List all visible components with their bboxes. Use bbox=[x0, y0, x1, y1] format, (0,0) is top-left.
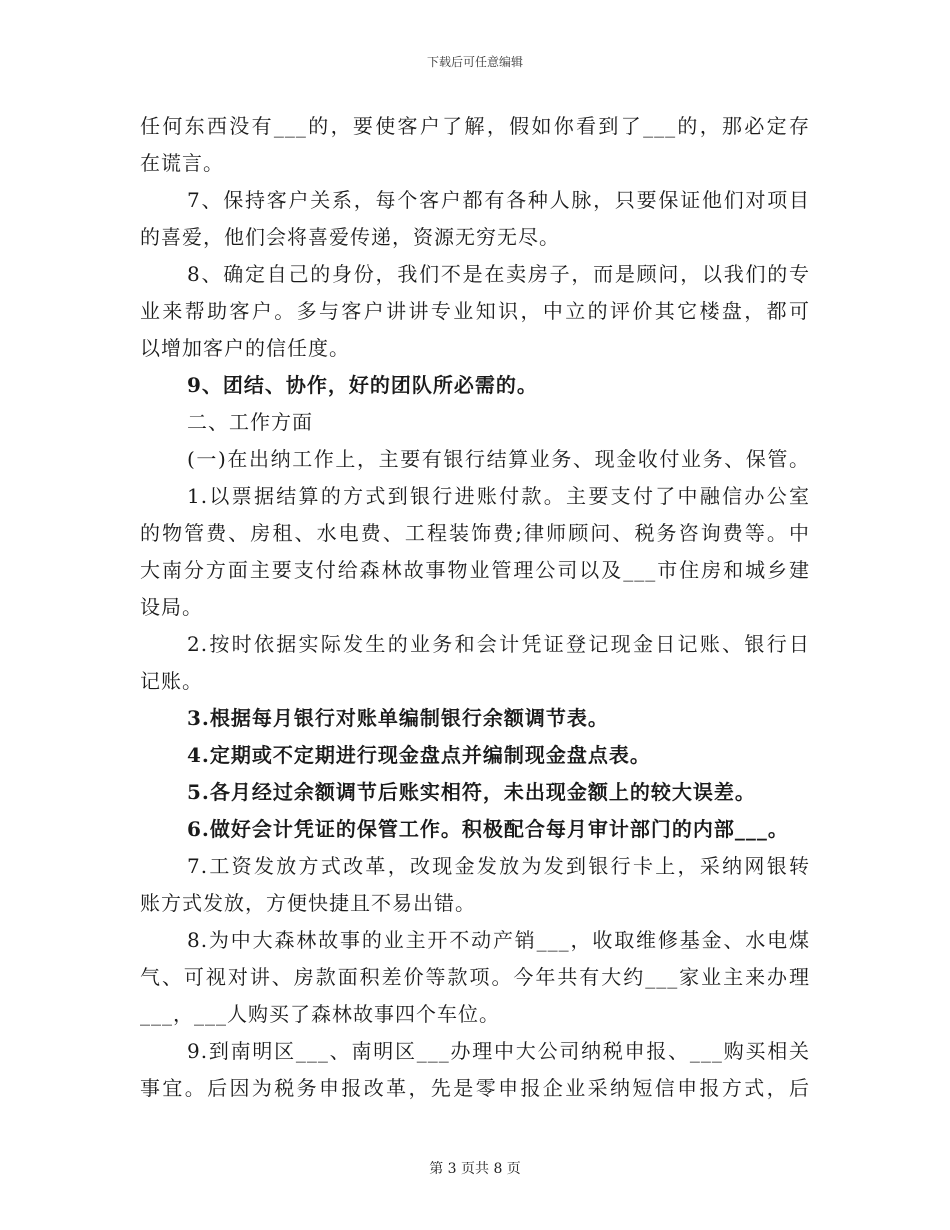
text-line: 大南分方面主要支付给森林故事物业管理公司以及___市住房和城乡建 bbox=[140, 558, 810, 582]
text-line: 8、确定自己的身份，我们不是在卖房子，而是顾问，以我们的专 bbox=[187, 262, 810, 286]
text-line: 8.为中大森林故事的业主开不动产销___，收取维修基金、水电煤 bbox=[187, 928, 810, 952]
text-line: 任何东西没有___的，要使客户了解，假如你看到了___的，那必定存 bbox=[140, 114, 810, 138]
page-footer: 第 3 页共 8 页 bbox=[429, 1161, 521, 1177]
text-line: 的喜爱，他们会将喜爱传递，资源无穷无尽。 bbox=[140, 225, 560, 249]
text-line: 账方式发放，方便快捷且不易出错。 bbox=[140, 891, 476, 915]
text-line: 的物管费、房租、水电费、工程装饰费;律师顾问、税务咨询费等。中 bbox=[140, 521, 810, 545]
text-line: 气、可视对讲、房款面积差价等款项。今年共有大约___家业主来办理 bbox=[140, 965, 810, 989]
text-line: 9、团结、协作，好的团队所必需的。 bbox=[187, 373, 538, 397]
text-line: 在谎言。 bbox=[140, 151, 224, 175]
text-line: 业来帮助客户。多与客户讲讲专业知识，中立的评价其它楼盘，都可 bbox=[140, 299, 810, 323]
text-line: 事宜。后因为税务申报改革，先是零申报企业采纳短信申报方式，后 bbox=[140, 1076, 810, 1100]
text-line: 3.根据每月银行对账单编制银行余额调节表。 bbox=[187, 706, 609, 730]
text-line: 1.以票据结算的方式到银行进账付款。主要支付了中融信办公室 bbox=[187, 484, 810, 508]
page-header: 下载后可任意编辑 bbox=[426, 55, 523, 69]
text-line: 2.按时依据实际发生的业务和会计凭证登记现金日记账、银行日 bbox=[187, 632, 810, 656]
text-line: 设局。 bbox=[140, 595, 203, 619]
text-line: 9.到南明区___、南明区___办理中大公司纳税申报、___购买相关 bbox=[187, 1039, 810, 1063]
text-line: ___，___人购买了森林故事四个车位。 bbox=[140, 1002, 500, 1026]
text-line: 4.定期或不定期进行现金盘点并编制现金盘点表。 bbox=[187, 743, 651, 767]
text-line: 以增加客户的信任度。 bbox=[140, 336, 350, 360]
section-heading: 二、工作方面 bbox=[187, 410, 313, 434]
text-line: 7.工资发放方式改革，改现金发放为发到银行卡上，采纳网银转 bbox=[187, 854, 810, 878]
text-line: 7、保持客户关系，每个客户都有各种人脉，只要保证他们对项目 bbox=[187, 188, 810, 212]
text-line: (一)在出纳工作上，主要有银行结算业务、现金收付业务、保管。 bbox=[187, 447, 810, 471]
text-line: 6.做好会计凭证的保管工作。积极配合每月审计部门的内部___。 bbox=[187, 817, 789, 841]
text-line: 5.各月经过余额调节后账实相符，未出现金额上的较大误差。 bbox=[187, 780, 756, 804]
text-line: 记账。 bbox=[140, 669, 203, 693]
